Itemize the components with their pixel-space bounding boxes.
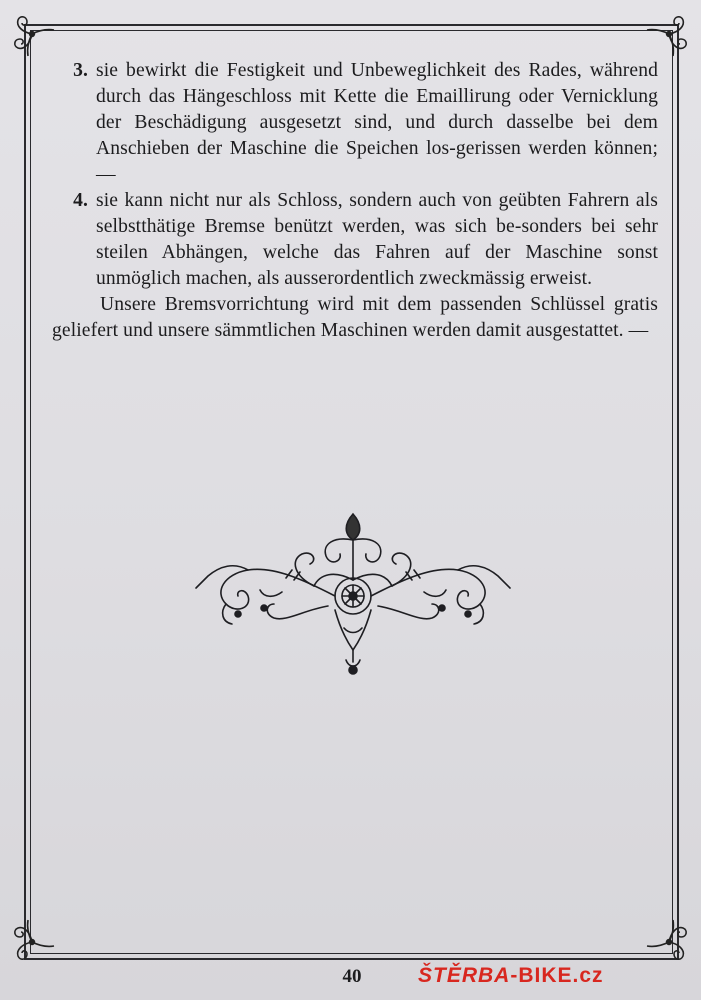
watermark-domain: -BIKE.cz bbox=[510, 964, 604, 987]
watermark-brand: ŠTĚRBA bbox=[418, 964, 511, 987]
floral-vignette-icon bbox=[194, 510, 512, 680]
corner-ornament-icon bbox=[645, 12, 691, 58]
corner-ornament-icon bbox=[10, 12, 56, 58]
item-text: sie kann nicht nur als Schloss, sondern auch von geübten Fahrern als selbstthätige Bremse benützt werden, was sich be-sonders bei sehr steilen Abhängen, welche das Fahren auf der Maschine sonst unmöglich machen, als ausserordentlich zweckmässig erweist. bbox=[96, 190, 658, 289]
corner-ornament-icon bbox=[10, 918, 56, 964]
list-item bbox=[52, 58, 658, 188]
item-number: 3. bbox=[73, 60, 88, 81]
list-item bbox=[52, 188, 658, 292]
item-text: sie bewirkt die Festigkeit und Unbeweglichkeit des Rades, während durch das Hängeschloss mit Kette die Emaillirung oder Vernicklung der Beschädigung ausgesetzt sind, und durch dasselbe bei dem Anschieben der Maschine die Speichen los-gerissen werden können; — bbox=[96, 60, 658, 185]
body-text bbox=[52, 58, 658, 344]
corner-ornament-icon bbox=[645, 918, 691, 964]
item-number: 4. bbox=[73, 190, 88, 211]
paragraph: Unsere Bremsvorrichtung wird mit dem passenden Schlüssel gratis geliefert und unsere sämmtlichen Maschinen werden damit ausgestattet. — bbox=[52, 294, 658, 341]
page-number: 40 bbox=[342, 966, 362, 987]
watermark bbox=[418, 964, 698, 988]
